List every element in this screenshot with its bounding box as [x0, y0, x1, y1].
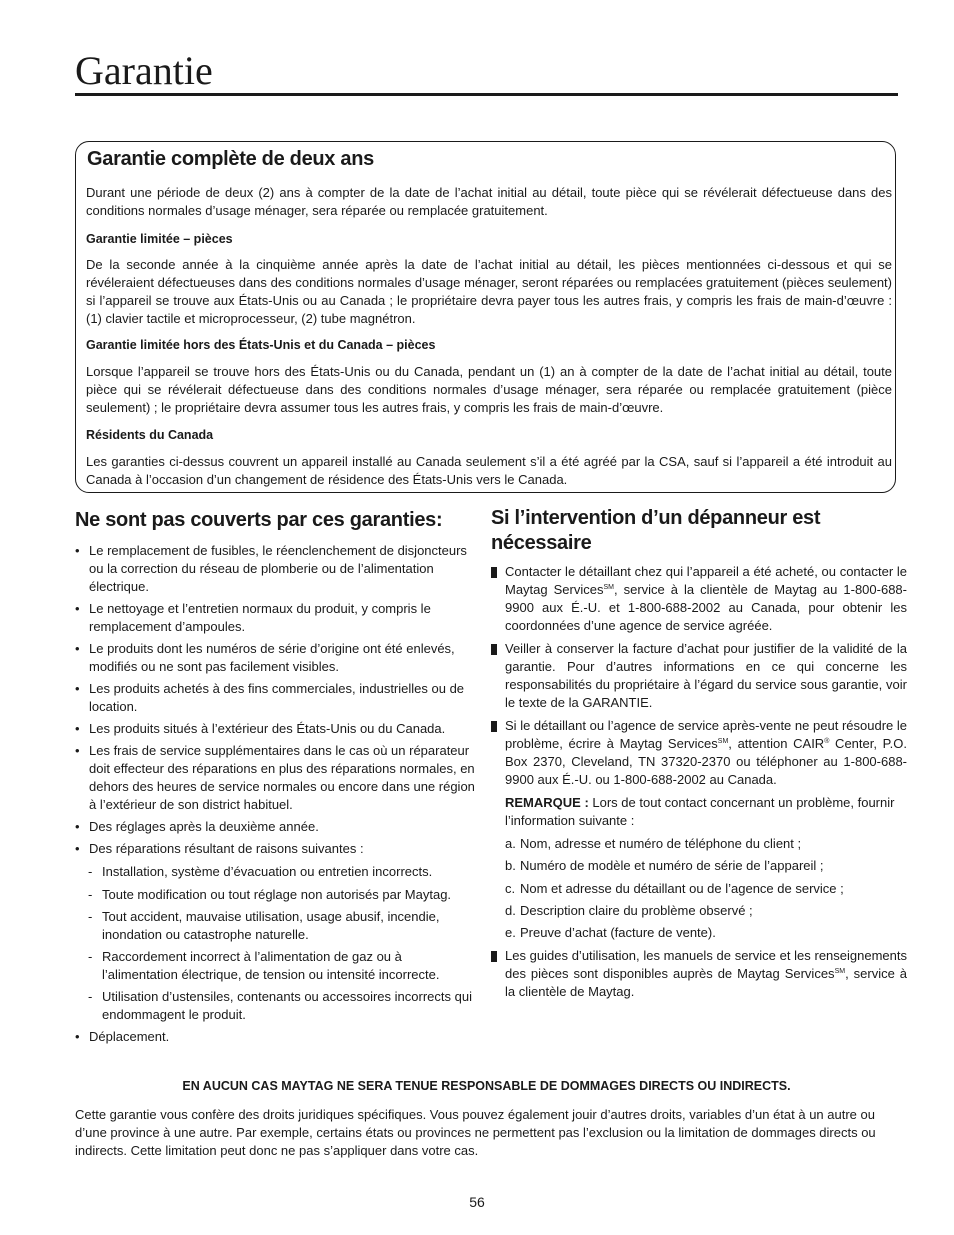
sub-list-item: - Tout accident, mauvaise utilisation, usage abusif, incendie, inondation ou catastrophe naturelle.: [88, 909, 440, 942]
box-parts-text: De la seconde année à la cinquième année après la date de l’achat initial au détail, les pièces mentionnées ci-dessous et qui se révéleraient défectueuses dans des conditions normales d’usage ménager, seront réparées ou remplacées gratuitement (pièces seulement) si l’appareil se trouve aux États-Unis ou au Canada ; le propriétaire devra payer tous les autres frais, y compris les frais de main-d’œuvre : (1) clavier tactile et microprocesseur, (2) tube magnétron.: [86, 257, 892, 326]
remarque-note: REMARQUE : Lors de tout contact concernant un problème, fournir l’information suivante :: [505, 795, 895, 828]
rights-paragraph: Cette garantie vous confère des droits juridiques spécifiques. Vous pouvez également jouir d’autres droits, variables d’un état à un autre ou d’une province à une autre. Par exemple, certains états ou provinces ne permettent pas l’exclusion ou la limitation de dommages directs ou indirects. Cette limitation peut donc ne pas s’appliquer dans votre cas.: [75, 1107, 876, 1158]
box-subheading-outside: Garantie limitée hors des États-Unis et du Canada – pièces: [86, 338, 436, 352]
full-warranty-box: [75, 141, 896, 493]
info-list-item: c. Nom et adresse du détaillant ou de l’agence de service ;: [505, 881, 844, 896]
list-item: • Déplacement.: [75, 1029, 170, 1044]
box-intro: Durant une période de deux (2) ans à compter de la date de l’achat initial au détail, toute pièce qui se révélerait défectueuse dans des conditions normales d’usage ménager, sera réparée ou remplacée gratuitement.: [86, 185, 892, 218]
box-heading: Garantie complète de deux ans: [87, 148, 374, 170]
box-subheading-canada: Résidents du Canada: [86, 428, 214, 442]
sub-list-item: - Utilisation d’ustensiles, contenants ou accessoires incorrects qui endommagent le produit.: [88, 989, 472, 1022]
list-item: • Les produits situés à l’extérieur des États-Unis ou du Canada.: [75, 721, 446, 736]
info-list-item: b. Numéro de modèle et numéro de série de l’appareil ;: [505, 858, 824, 873]
sub-list-item: - Toute modification ou tout réglage non autorisés par Maytag.: [88, 887, 452, 902]
list-item: • Les produits achetés à des fins commerciales, industrielles ou de location.: [75, 681, 465, 714]
not-covered-heading: Ne sont pas couverts par ces garanties:: [75, 509, 443, 531]
square-bullet-icon: [491, 951, 497, 962]
box-canada-text: Les garanties ci-dessus couvrent un appareil installé au Canada seulement s’il a été agréé par la CSA, sauf si l’appareil a été introduit au Canada à l’occasion d’un changement de résidence des États-Unis vers le Canada.: [86, 454, 892, 487]
service-heading: Si l’intervention d’un dépanneur est nécessaire: [491, 507, 821, 554]
sub-list-item: - Raccordement incorrect à l’alimentation de gaz ou à l’alimentation électrique, de tension ou intensité incorrecte.: [88, 949, 440, 982]
box-subheading-parts: Garantie limitée – pièces: [86, 232, 233, 246]
list-item: • Des réglages après la deuxième année.: [75, 819, 319, 834]
sub-list-item: - Installation, système d’évacuation ou entretien incorrects.: [88, 864, 433, 879]
square-bullet-icon: [491, 644, 497, 655]
info-list-item: e. Preuve d’achat (facture de vente).: [505, 925, 716, 940]
service-bullet: Contacter le détaillant chez qui l’appareil a été acheté, ou contacter le Maytag Services℠, service à la clientèle de Maytag au 1-800-688-9900 aux É.-U. et 1-800-688-2002 au Canada, pour obtenir les coordonnées d’une agence de service agréée.: [491, 563, 907, 635]
square-bullet-icon: [491, 567, 497, 578]
list-item: • Le produits dont les numéros de série d’origine ont été enlevés, modifiés ou ne sont pas facilement visibles.: [75, 641, 455, 674]
list-item: • Le remplacement de fusibles, le réenclenchement de disjoncteurs ou la correction du réseau de plomberie ou de l’alimentation électrique.: [75, 543, 467, 594]
service-bullet: Les guides d’utilisation, les manuels de service et les renseignements des pièces sont disponibles auprès de Maytag Services℠, service à la clientèle de Maytag.: [491, 947, 907, 1001]
square-bullet-icon: [491, 721, 497, 732]
title-rule: [75, 93, 898, 96]
box-outside-text: Lorsque l’appareil se trouve hors des États-Unis ou du Canada, pendant un (1) an à compter de la date de l’achat initial au détail, toute pièce qui se révélerait défectueuse dans des conditions normales d’usage ménager, sera réparée ou remplacée gratuitement (pièce seulement) ; le propriétaire devra assumer tous les autres frais, y compris les frais de main-d’œuvre.: [86, 364, 892, 415]
info-list-item: d. Description claire du problème observé ;: [505, 903, 753, 918]
list-item: • Les frais de service supplémentaires dans le cas où un réparateur doit effecteur des réparations en plus des réparations normales, en dehors des heures de service normales ou encore dans une région à l’extérieur de son district habituel.: [75, 743, 475, 812]
list-item: • Le nettoyage et l’entretien normaux du produit, y compris le remplacement d’ampoules.: [75, 601, 431, 634]
info-list-item: a. Nom, adresse et numéro de téléphone du client ;: [505, 836, 802, 851]
list-item: • Des réparations résultant de raisons suivantes :: [75, 841, 364, 856]
page-number: 56: [469, 1194, 485, 1210]
service-bullet: Veiller à conserver la facture d’achat pour justifier de la validité de la garantie. Pour d’autres informations en ce qui concerne les responsabilités du propriétaire à l’égard du service sous garantie, voir le texte de la GARANTIE.: [491, 640, 907, 712]
page-title: Garantie: [75, 48, 213, 93]
service-bullet: Si le détaillant ou l’agence de service après-vente ne peut résoudre le problème, écrire à Maytag Services℠, attention CAIR® Center, P.O. Box 2370, Cleveland, TN 37320-2370 ou téléphoner au 1-800-688-9900 aux É.-U. ou 1-800-688-2002 au Canada.: [491, 717, 907, 789]
liability-notice: EN AUCUN CAS MAYTAG NE SERA TENUE RESPONSABLE DE DOMMAGES DIRECTS OU INDIRECTS.: [182, 1079, 791, 1093]
